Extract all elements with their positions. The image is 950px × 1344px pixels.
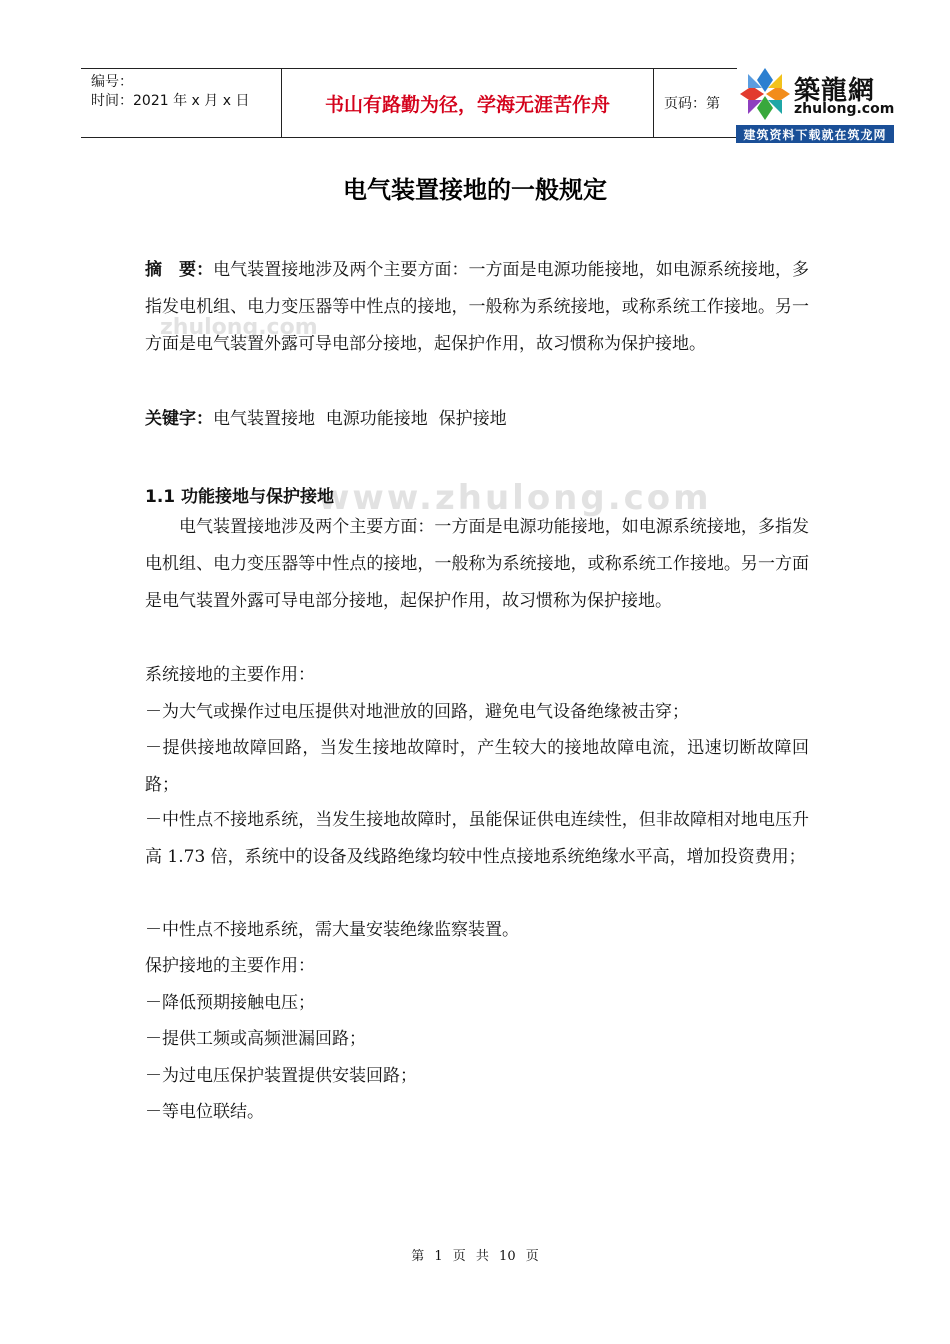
system-grounding-title: 系统接地的主要作用： bbox=[145, 665, 315, 685]
keywords-label: 关键字： bbox=[145, 409, 213, 429]
zhulong-logo bbox=[736, 66, 894, 144]
list-item: －等电位联结。 bbox=[145, 1102, 264, 1122]
page-footer: 第 1 页 共 10 页 bbox=[411, 1249, 539, 1264]
protective-grounding-title: 保护接地的主要作用： bbox=[145, 956, 315, 976]
logo-tagline: 建筑资料下载就在筑龙网 bbox=[736, 125, 894, 143]
motto-cell bbox=[281, 69, 654, 137]
list-item: －中性点不接地系统，需大量安装绝缘监察装置。 bbox=[145, 920, 519, 940]
list-item: －提供接地故障回路，当发生接地故障时，产生较大的接地故障电流，迅速切断故障回路； bbox=[145, 738, 809, 795]
page-label: 页码：第 bbox=[664, 96, 720, 112]
time-label: 时间：2021 年 x 月 x 日 bbox=[91, 93, 250, 109]
keywords-line bbox=[145, 401, 809, 438]
list-item: －降低预期接触电压； bbox=[145, 993, 315, 1013]
section-heading: 1.1 功能接地与保护接地 bbox=[145, 487, 335, 507]
abstract-paragraph bbox=[145, 252, 809, 363]
header-info-cell bbox=[81, 69, 281, 137]
logo-domain: zhulong.com bbox=[794, 101, 895, 117]
list-item: －提供工频或高频泄漏回路； bbox=[145, 1029, 366, 1049]
list-item: －中性点不接地系统，当发生接地故障时，虽能保证供电连续性，但非故障相对地电压升高 1.73 倍，系统中的设备及线路绝缘均较中性点接地系统绝缘水平高，增加投资费用； bbox=[145, 810, 809, 867]
list-item: －为大气或操作过电压提供对地泄放的回路，避免电气设备绝缘被击穿； bbox=[145, 702, 689, 722]
page-cell bbox=[654, 69, 737, 137]
keywords-text: 电气装置接地 电源功能接地 保护接地 bbox=[213, 409, 507, 429]
abstract-label: 摘 要： bbox=[145, 260, 214, 280]
section-paragraph: 电气装置接地涉及两个主要方面：一方面是电源功能接地，如电源系统接地，多指发电机组、电力变压器等中性点的接地，一般称为系统接地，或称系统工作接地。另一方面是电气装置外露可导电部分接地，起保护作用，故习惯称为保护接地。 bbox=[145, 517, 809, 611]
document-title: 电气装置接地的一般规定 bbox=[343, 176, 607, 204]
number-label: 编号： bbox=[91, 74, 133, 90]
list-item: －为过电压保护装置提供安装回路； bbox=[145, 1066, 417, 1086]
header-table bbox=[81, 68, 737, 138]
logo-chinese-name: 築龍網 bbox=[794, 76, 876, 106]
watermark-text: zhulong.com bbox=[160, 315, 318, 340]
watermark-text: www.zhulong.com bbox=[318, 478, 712, 518]
motto-text: 书山有路勤为径，学海无涯苦作舟 bbox=[324, 93, 610, 116]
abstract-text: 电气装置接地涉及两个主要方面：一方面是电源功能接地，如电源系统接地，多指发电机组、电力变压器等中性点的接地，一般称为系统接地，或称系统工作接地。另一方面是电气装置外露可导电部分接地，起保护作用，故习惯称为保护接地。 bbox=[145, 260, 810, 354]
pinwheel-logo-icon bbox=[738, 66, 792, 122]
